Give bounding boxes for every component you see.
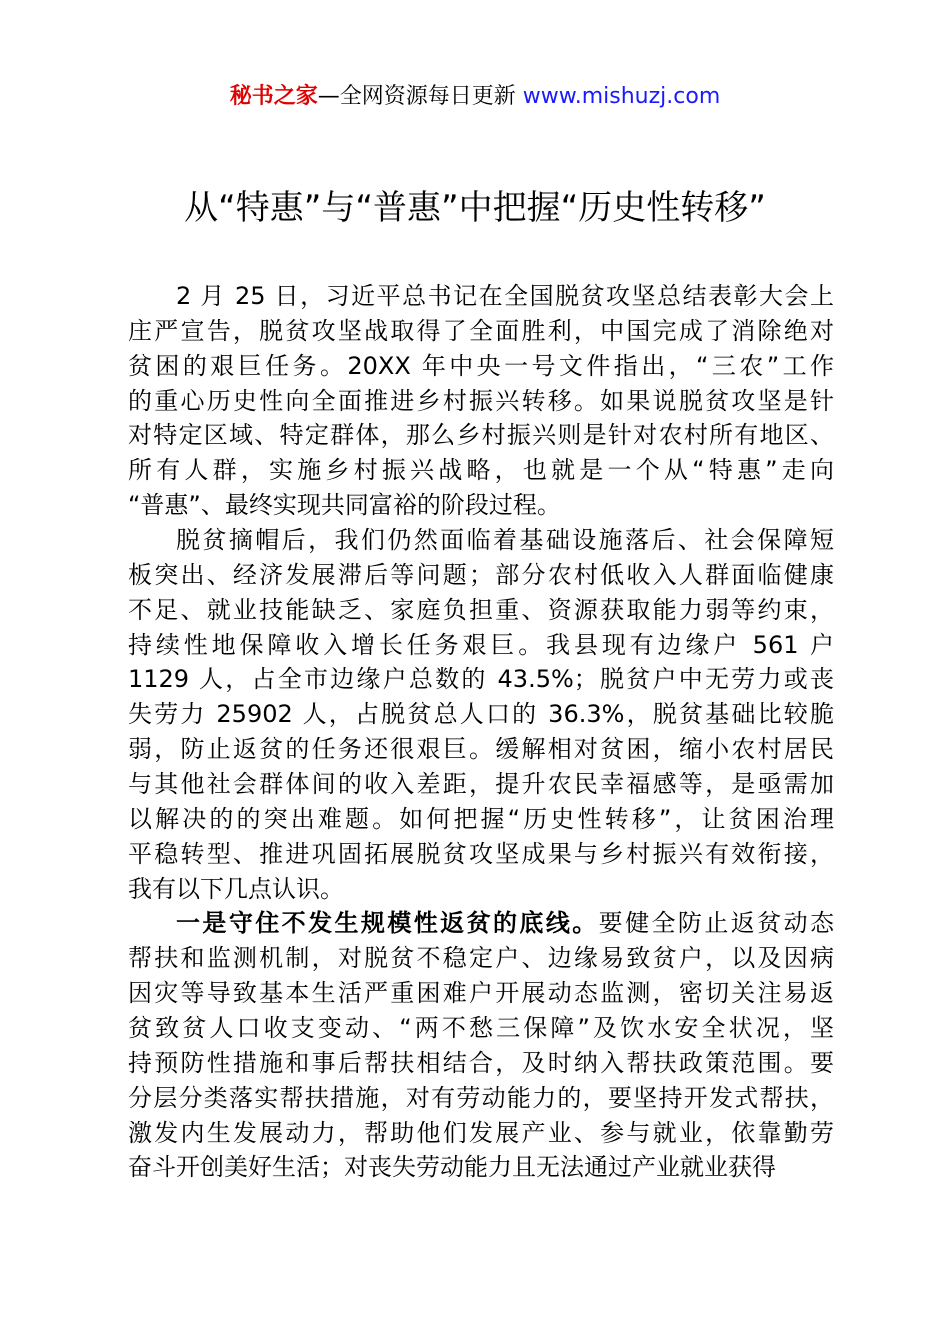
paragraph-2 [128,523,834,906]
site-header [0,82,950,112]
text-line: 对特定区域、特定群体，那么乡村振兴则是针对农村所有地区、 [128,421,834,450]
document-body [128,279,834,1185]
text-line: 分层分类落实帮扶措施，对有劳动能力的，要坚持开发式帮扶， [128,1083,834,1112]
text-line: 所有人群，实施乡村振兴战略，也就是一个从“特惠”走向 [128,456,834,485]
text-line: 的重心历史性向全面推进乡村振兴转移。如果说脱贫攻坚是针 [128,386,834,415]
text-line: 激发内生发展动力，帮助他们发展产业、参与就业，依靠勤劳 [128,1118,834,1147]
text-line: 持续性地保障收入增长任务艰巨。我县现有边缘户 561 户 [128,630,834,659]
paragraph-lead: 一是守住不发生规模性返贫的底线。 [176,909,599,938]
text-line: 贫困的艰巨任务。20XX 年中央一号文件指出，“三农”工作 [128,351,834,380]
text-line: 板突出、经济发展滞后等问题；部分农村低收入人群面临健康 [128,560,834,589]
text-line: 持预防性措施和事后帮扶相结合，及时纳入帮扶政策范围。要 [128,1048,834,1077]
text-line: 不足、就业技能缺乏、家庭负担重、资源获取能力弱等约束， [128,595,834,624]
site-url-link[interactable]: www.mishuzj.com [522,84,721,109]
text-line: 庄严宣告，脱贫攻坚战取得了全面胜利，中国完成了消除绝对 [128,316,834,345]
text-line: 弱，防止返贫的任务还很艰巨。缓解相对贫困，缩小农村居民 [128,735,834,764]
text-line: 贫致贫人口收支变动、“两不愁三保障”及饮水安全状况，坚 [128,1014,834,1043]
paragraph-1 [128,279,834,523]
text-line: 我有以下几点认识。 [128,874,344,903]
text-line: 2 月 25 日，习近平总书记在全国脱贫攻坚总结表彰大会上 [176,282,834,310]
text-line: 脱贫摘帽后，我们仍然面临着基础设施落后、社会保障短 [176,526,834,555]
document-title: 从“特惠”与“普惠”中把握“历史性转移” [184,188,766,228]
paragraph-lead-rest: 要健全防止返贫动态 [598,909,835,938]
text-line: 平稳转型、推进巩固拓展脱贫攻坚成果与乡村振兴有效衔接， [128,839,834,868]
text-line: 与其他社会群体间的收入差距，提升农民幸福感等，是亟需加 [128,770,834,799]
text-line: 奋斗开创美好生活；对丧失劳动能力且无法通过产业就业获得 [128,1153,776,1182]
text-line: 帮扶和监测机制，对脱贫不稳定户、边缘易致贫户，以及因病 [128,944,834,973]
text-line: 因灾等导致基本生活严重困难户开展动态监测，密切关注易返 [128,979,834,1008]
text-line: “普惠”、最终实现共同富裕的阶段过程。 [128,491,561,520]
text-line: 失劳力 25902 人，占脱贫总人口的 36.3%，脱贫基础比较脆 [128,700,834,729]
site-slogan: —全网资源每日更新 [317,84,523,109]
text-line: 1129 人，占全市边缘户总数的 43.5%；脱贫户中无劳力或丧 [128,665,834,694]
site-brand: 秘书之家 [229,84,318,109]
paragraph-3 [128,906,834,1185]
text-line: 以解决的的突出难题。如何把握“历史性转移”，让贫困治理 [128,804,834,833]
text-line [128,906,834,941]
